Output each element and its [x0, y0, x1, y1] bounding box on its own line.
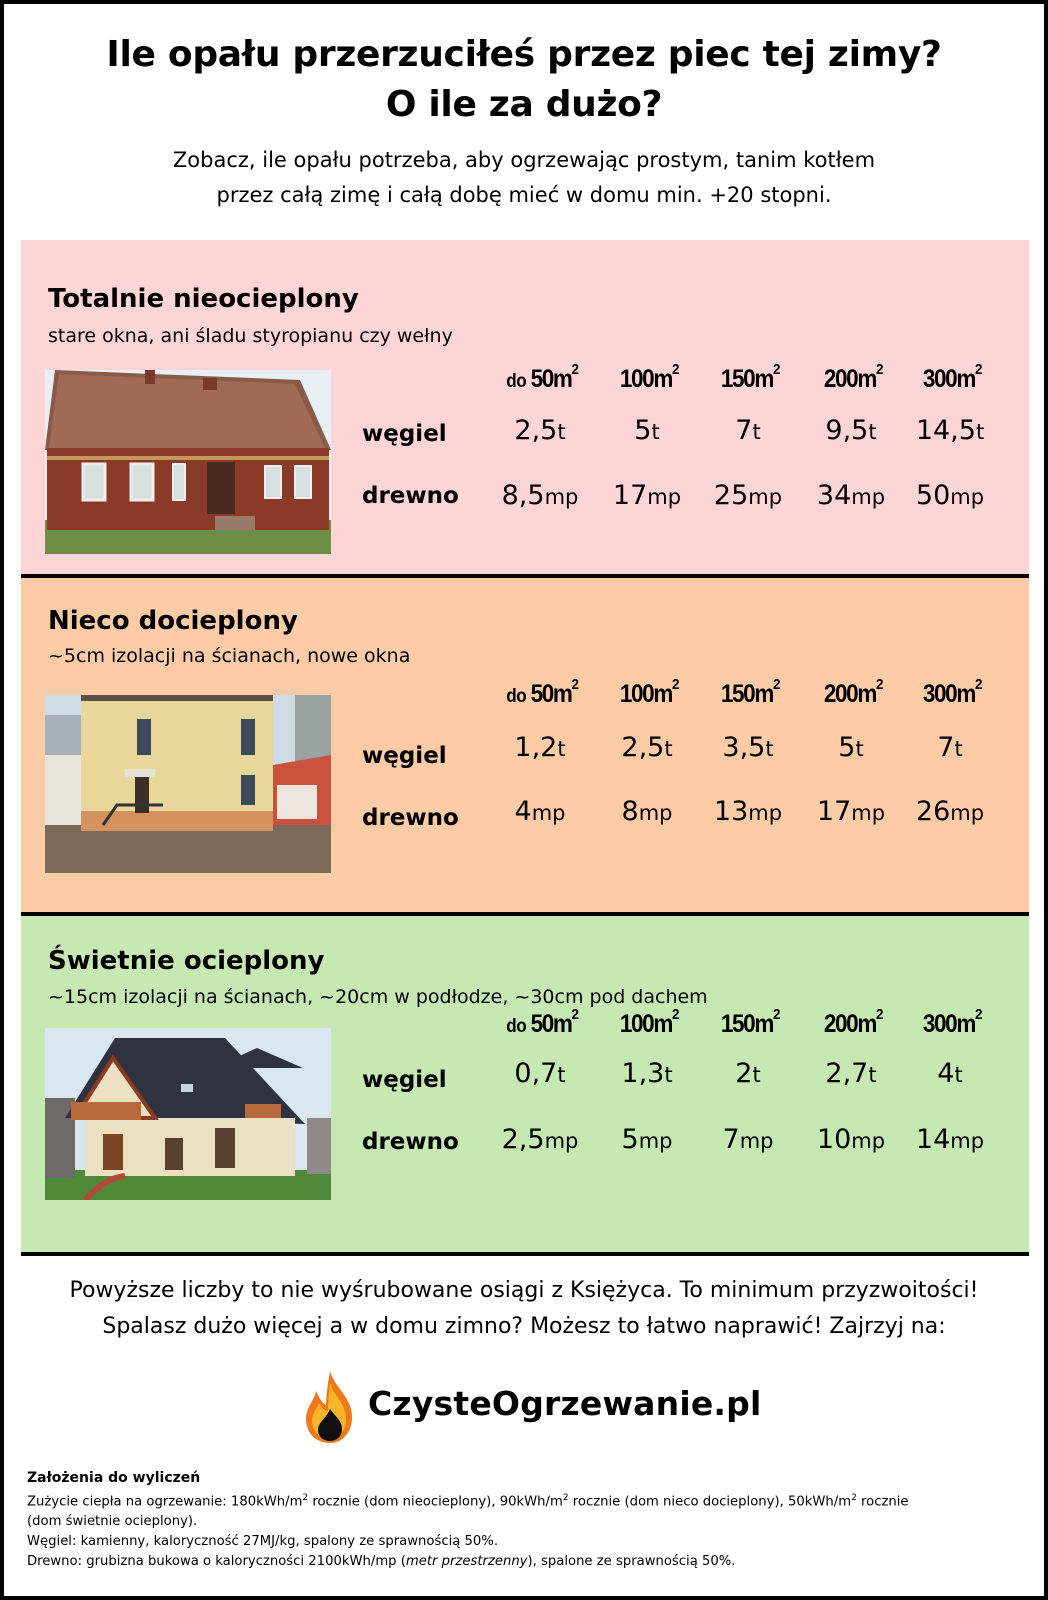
column-header: $200m^2$: [823, 1006, 883, 1038]
column-header: $150m^2$: [720, 361, 780, 393]
wood-value: 2,5mp: [501, 1124, 579, 1155]
assumptions-notes: [27, 1468, 1017, 1572]
flame-icon: [300, 1369, 360, 1445]
logo-text: CzysteOgrzewanie.pl: [368, 1384, 762, 1423]
coal-value: 5t: [634, 415, 660, 446]
coal-value: 2,7t: [825, 1058, 877, 1089]
wood-value: 17mp: [612, 480, 682, 511]
section-title: Świetnie ocieplony: [48, 946, 325, 976]
column-header: $150m^2$: [720, 1006, 780, 1038]
section-title: Totalnie nieocieplony: [48, 284, 359, 314]
column-header: $100m^2$: [619, 361, 679, 393]
coal-value: 0,7t: [514, 1058, 566, 1089]
column-header: $200m^2$: [823, 676, 883, 708]
notes-line4: Drewno: grubizna bukowa o kaloryczności 2100kWh/mp (metr przestrzenny), spalone ze sprawnością 50%.: [27, 1554, 736, 1570]
wood-value: 10mp: [816, 1124, 886, 1155]
column-header: $300m^2$: [922, 361, 982, 393]
coal-value: 3,5t: [722, 732, 774, 763]
column-header: $100m^2$: [619, 676, 679, 708]
wood-value: 4mp: [514, 796, 566, 827]
row-label-coal: węgiel: [362, 421, 447, 447]
column-header: do $50m^2$: [506, 361, 578, 393]
wood-value: 26mp: [915, 796, 985, 827]
section-subtitle: ~5cm izolacji na ścianach, nowe okna: [48, 645, 411, 667]
footer-line2: Spalasz dużo więcej a w domu zimno? Możesz to łatwo naprawić! Zajrzyj na:: [102, 1314, 946, 1339]
column-header: $300m^2$: [922, 1006, 982, 1038]
section-divider: [21, 1252, 1029, 1256]
old-brick-house-photo: [45, 370, 331, 554]
notes-line3: Węgiel: kamienny, kaloryczność 27MJ/kg, spalony ze sprawnością 50%.: [27, 1534, 499, 1550]
row-label-wood: drewno: [362, 805, 459, 831]
section-subtitle: stare okna, ani śladu styropianu czy wełny: [48, 325, 453, 347]
plastered-house-photo: [45, 695, 331, 873]
coal-value: 4t: [937, 1058, 963, 1089]
page-title-line1: Ile opału przerzuciłeś przez piec tej zimy?: [106, 34, 942, 75]
column-header: $150m^2$: [720, 676, 780, 708]
column-header: do $50m^2$: [506, 676, 578, 708]
coal-value: 2,5t: [621, 732, 673, 763]
coal-value: 7t: [735, 415, 761, 446]
page-subtitle-line1: Zobacz, ile opału potrzeba, aby ogrzewając prostym, tanim kotłem: [172, 148, 876, 172]
coal-value: 1,2t: [514, 732, 566, 763]
wood-value: 7mp: [722, 1124, 774, 1155]
page-subtitle-line2: przez całą zimę i całą dobę mieć w domu min. +20 stopni.: [216, 183, 832, 207]
site-logo-link[interactable]: [300, 1367, 760, 1447]
coal-value: 1,3t: [621, 1058, 673, 1089]
page-title-line2: O ile za dużo?: [385, 84, 663, 125]
column-header: $200m^2$: [823, 361, 883, 393]
notes-line2: (dom świetnie ocieplony).: [27, 1514, 198, 1530]
wood-value: 5mp: [621, 1124, 673, 1155]
column-header: do $50m^2$: [506, 1006, 578, 1038]
section-title: Nieco docieplony: [48, 606, 298, 636]
footer-line1: Powyższe liczby to nie wyśrubowane osiągi z Księżyca. To minimum przyzwoitości!: [69, 1278, 979, 1303]
row-label-wood: drewno: [362, 483, 459, 509]
wood-value: 14mp: [915, 1124, 985, 1155]
coal-value: 14,5t: [915, 415, 985, 446]
wood-value: 13mp: [713, 796, 783, 827]
coal-value: 2,5t: [514, 415, 566, 446]
column-header: $100m^2$: [619, 1006, 679, 1038]
coal-value: 5t: [838, 732, 864, 763]
row-label-wood: drewno: [362, 1129, 459, 1155]
coal-value: 2t: [735, 1058, 761, 1089]
modern-house-photo: [45, 1028, 331, 1200]
notes-title: Założenia do wyliczeń: [27, 1470, 201, 1486]
section-partially-insulated: [21, 578, 1029, 914]
row-label-coal: węgiel: [362, 1067, 447, 1093]
notes-line1: Zużycie ciepła na ogrzewanie: $180kWh/m^2$ rocznie (dom nieocieplony), $90kWh/m^2$ rocznie (dom nieco docieplony), $50kWh/m^2$ rocznie: [27, 1493, 909, 1510]
wood-value: 25mp: [713, 480, 783, 511]
wood-value: 50mp: [915, 480, 985, 511]
wood-value: 8,5mp: [501, 480, 579, 511]
section-uninsulated: [21, 240, 1029, 576]
wood-value: 8mp: [621, 796, 673, 827]
coal-value: 9,5t: [825, 415, 877, 446]
row-label-coal: węgiel: [362, 743, 447, 769]
column-header: $300m^2$: [922, 676, 982, 708]
section-subtitle: ~15cm izolacji na ścianach, ~20cm w podłodze, ~30cm pod dachem: [48, 986, 708, 1008]
wood-value: 34mp: [816, 480, 886, 511]
section-well-insulated: [21, 916, 1029, 1254]
wood-value: 17mp: [816, 796, 886, 827]
coal-value: 7t: [937, 732, 963, 763]
